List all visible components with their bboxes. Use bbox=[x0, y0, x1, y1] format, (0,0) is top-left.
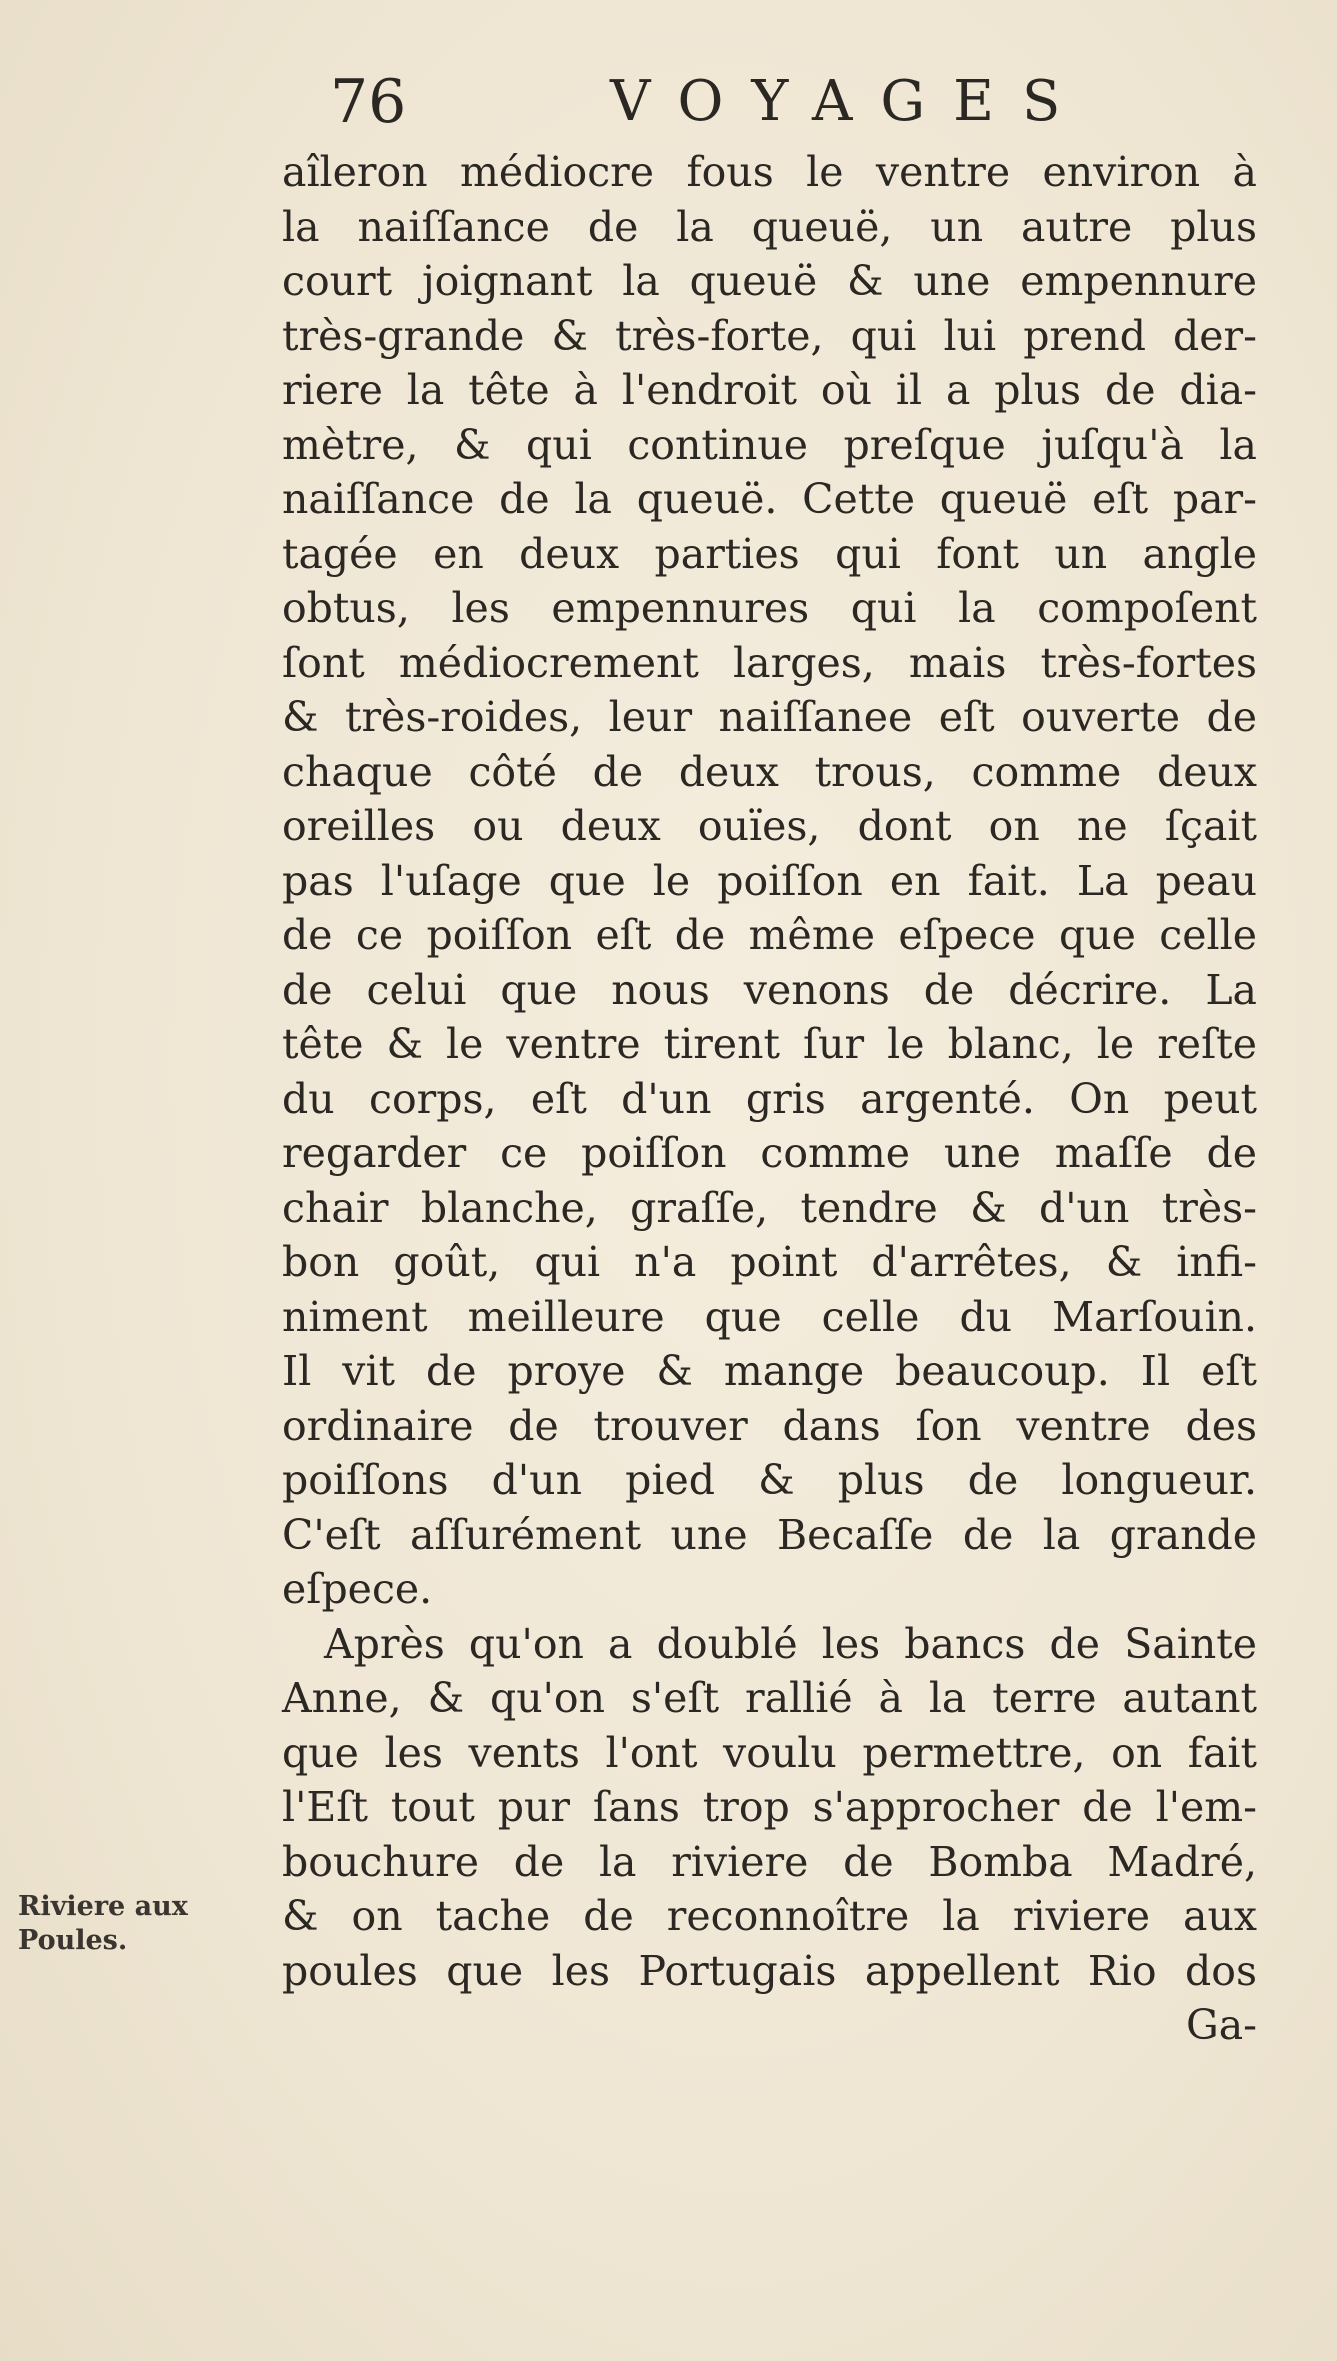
text-line: oreilles ou deux ouïes, dont on ne ſçait bbox=[282, 802, 1257, 850]
text-line: C'eſt aſſurément une Becaſſe de la grande bbox=[282, 1510, 1257, 1559]
text-line: pas l'uſage que le poiſſon en fait. La peau bbox=[282, 856, 1257, 905]
margin-note-line: Riviere aux bbox=[18, 1891, 188, 1922]
text-line: chaque côté de deux trous, comme deux bbox=[282, 747, 1257, 796]
text-line: & on tache de reconnoître la riviere aux bbox=[282, 1892, 1257, 1940]
page-number: 76 bbox=[330, 67, 407, 137]
text-line: poiſſons d'un pied & plus de longueur. bbox=[282, 1456, 1257, 1504]
text-line: bouchure de la riviere de Bomba Madré, bbox=[282, 1837, 1257, 1886]
text-line: très-grande & très-forte, qui lui prend der- bbox=[282, 311, 1257, 360]
text-line: poules que les Portugais appellent Rio dos bbox=[282, 1946, 1257, 1995]
margin-note-line: Poules. bbox=[18, 1925, 128, 1956]
text-line: de ce poiſſon eſt de même eſpece que celle bbox=[282, 911, 1257, 959]
text-line: ſont médiocrement larges, mais très-fortes bbox=[282, 638, 1257, 687]
text-line: la naiſſance de la queuë, un autre plus bbox=[282, 202, 1257, 251]
text-line: niment meilleure que celle du Marſouin. bbox=[282, 1292, 1257, 1341]
text-line: tête & le ventre tirent ſur le blanc, le reſte bbox=[282, 1020, 1257, 1068]
text-line: mètre, & qui continue preſque juſqu'à la bbox=[282, 420, 1257, 469]
text-line: Anne, & qu'on s'eſt rallié à la terre autant bbox=[282, 1674, 1257, 1722]
text-line: naiſſance de la queuë. Cette queuë eſt par- bbox=[282, 475, 1257, 523]
paragraph-end-line: eſpece. bbox=[282, 1565, 433, 1613]
margin-note bbox=[18, 1890, 248, 1958]
text-line: du corps, eſt d'un gris argenté. On peut bbox=[282, 1074, 1257, 1123]
catchword: Ga- bbox=[1185, 2001, 1257, 2049]
text-line: tagée en deux parties qui font un angle bbox=[282, 529, 1257, 578]
text-line: court joignant la queuë & une empennure bbox=[282, 257, 1257, 305]
text-line: & très-roides, leur naiſſanee eſt ouverte de bbox=[282, 693, 1257, 741]
text-line: de celui que nous venons de décrire. La bbox=[282, 965, 1257, 1014]
text-line: l'Eſt tout pur ſans trop s'approcher de l'em- bbox=[282, 1783, 1257, 1831]
text-line: ordinaire de trouver dans ſon ventre des bbox=[282, 1401, 1257, 1450]
text-line: bon goût, qui n'a point d'arrêtes, & infi- bbox=[282, 1238, 1257, 1286]
paragraph-start-line: Après qu'on a doublé les bancs de Sainte bbox=[324, 1619, 1257, 1668]
text-line: Il vit de proye & mange beaucoup. Il eſt bbox=[282, 1347, 1257, 1395]
text-line: que les vents l'ont voulu permettre, on fait bbox=[282, 1728, 1257, 1777]
text-line: riere la tête à l'endroit où il a plus de dia- bbox=[282, 366, 1257, 414]
page-header bbox=[330, 62, 1089, 142]
running-title: VOYAGES bbox=[610, 69, 1089, 134]
text-line: aîleron médiocre fous le ventre environ à bbox=[282, 148, 1257, 196]
text-line: regarder ce poiſſon comme une maſſe de bbox=[282, 1129, 1257, 1177]
text-line: obtus, les empennures qui la compoſent bbox=[282, 584, 1257, 632]
text-line: chair blanche, graſſe, tendre & d'un très- bbox=[282, 1183, 1257, 1232]
body-text bbox=[282, 145, 1257, 2053]
